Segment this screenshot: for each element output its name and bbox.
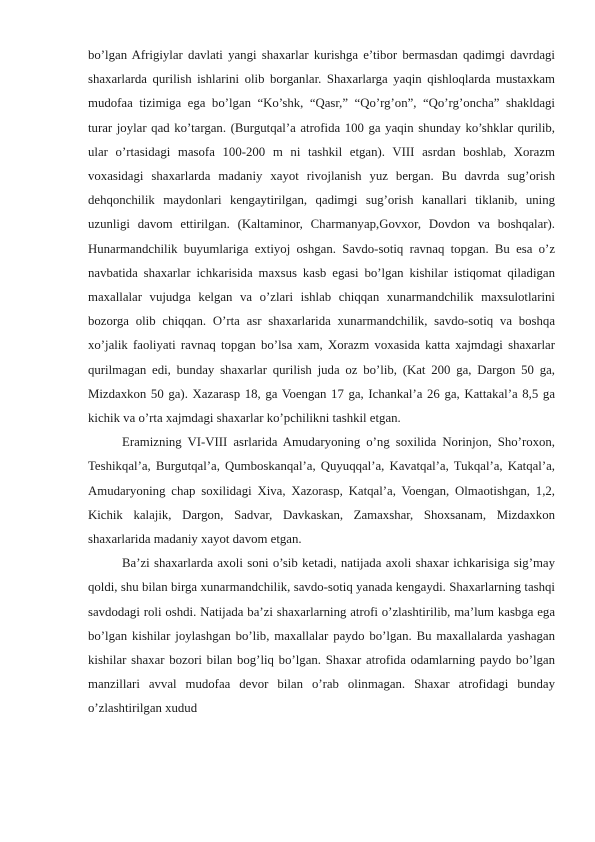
paragraph-2: Eramizning VI-VIII asrlarida Amudaryoning o’ng soxilida Norinjon, Sho’roxon, Teshikqal’a, Burgutqal’a, Qumboskanqal’a, Quyuqqal’a, Kavatqal’a, Tukqal’a, Katqal’a, Amudaryoning chap soxilidagi Xiva, Xazorasp, Katqal’a, Voengan, Olmaotishgan, 1,2, Kichik kalajik, Dargon, Sadvar, Davkaskan, Zamaxshar, Shoxsanam, Mizdaxkon shaxarlarida madaniy xayot davom etgan. bbox=[88, 435, 555, 547]
paragraph-1: bo’lgan Afrigiylar davlati yangi shaxarlar kurishga e’tibor bermasdan qadimgi davrdagi shaxarlarda qurilish ishlarini olib borganlar. Shaxarlarga yaqin qishloqlarda mustaxkam mudofaa tizimiga ega bo’lgan “Ko’shk, “Qasr,” “Qo’rg’on”, “Qo’rg’oncha” shakldagi turar joylar qad ko’targan. (Burgutqal’a atrofida 100 ga yaqin shunday ko’shklar qurilib, ular o’rtasidagi masofa 100-200 m ni tashkil etgan). VIII asrdan boshlab, Xorazm voxasidagi shaxarlarda madaniy xayot rivojlanish yuz bergan. Bu davrda sug’orish dehqonchilik maydonlari kengaytirilgan, qadimgi sug’orish kanallari tiklanib, uning uzunligi davom ettirilgan. (Kaltaminor, Charmanyap,Govxor, Dovdon va boshqalar). Hunarmandchilik buyumlariga extiyoj oshgan. Savdo-sotiq ravnaq topgan. Bu esa o’z navbatida shaxarlar ichkarisida maxsus kasb egasi bo’lgan kishilar istiqomat qiladigan maxallalar vujudga kelgan va o’zlari ishlab chiqqan xunarmandchilik maxsulotlarini bozorga olib chiqqan. O’rta asr shaxarlarida xunarmandchilik, savdo-sotiq va boshqa xo’jalik faoliyati ravnaq topgan bo’lsa xam, Xorazm voxasida katta xajmdagi shaxarlar qurilmagan edi, bunday shaxarlar qurilish juda oz bo’lib, (Kat 200 ga, Dargon 50 ga, Mizdaxkon 50 ga). Xazarasp 18, ga Voengan 17 ga, Ichankal’a 26 ga, Kattakal’a 8,5 ga kichik va o’rta xajmdagi shaxarlar ko’pchilikni tashkil etgan. bbox=[88, 48, 555, 426]
body-text bbox=[88, 43, 555, 721]
paragraph-3: Ba’zi shaxarlarda axoli soni o’sib ketadi, natijada axoli shaxar ichkarisiga sig’may qoldi, shu bilan birga xunarmandchilik, savdo-sotiq yanada kengaydi. Shaxarlarning tashqi savdodagi roli oshdi. Natijada ba’zi shaxarlarning atrofi o’zlashtirilib, ma’lum kasbga ega bo’lgan kishilar joylashgan bo’lib, maxallalar paydo bo’lgan. Bu maxallalarda yashagan kishilar shaxar bozori bilan bog’liq bo’lgan. Shaxar atrofida odamlarning paydo bo’lgan manzillari avval mudofaa devor bilan o’rab olinmagan. Shaxar atrofidagi bunday o’zlashtirilgan xudud bbox=[88, 556, 555, 716]
